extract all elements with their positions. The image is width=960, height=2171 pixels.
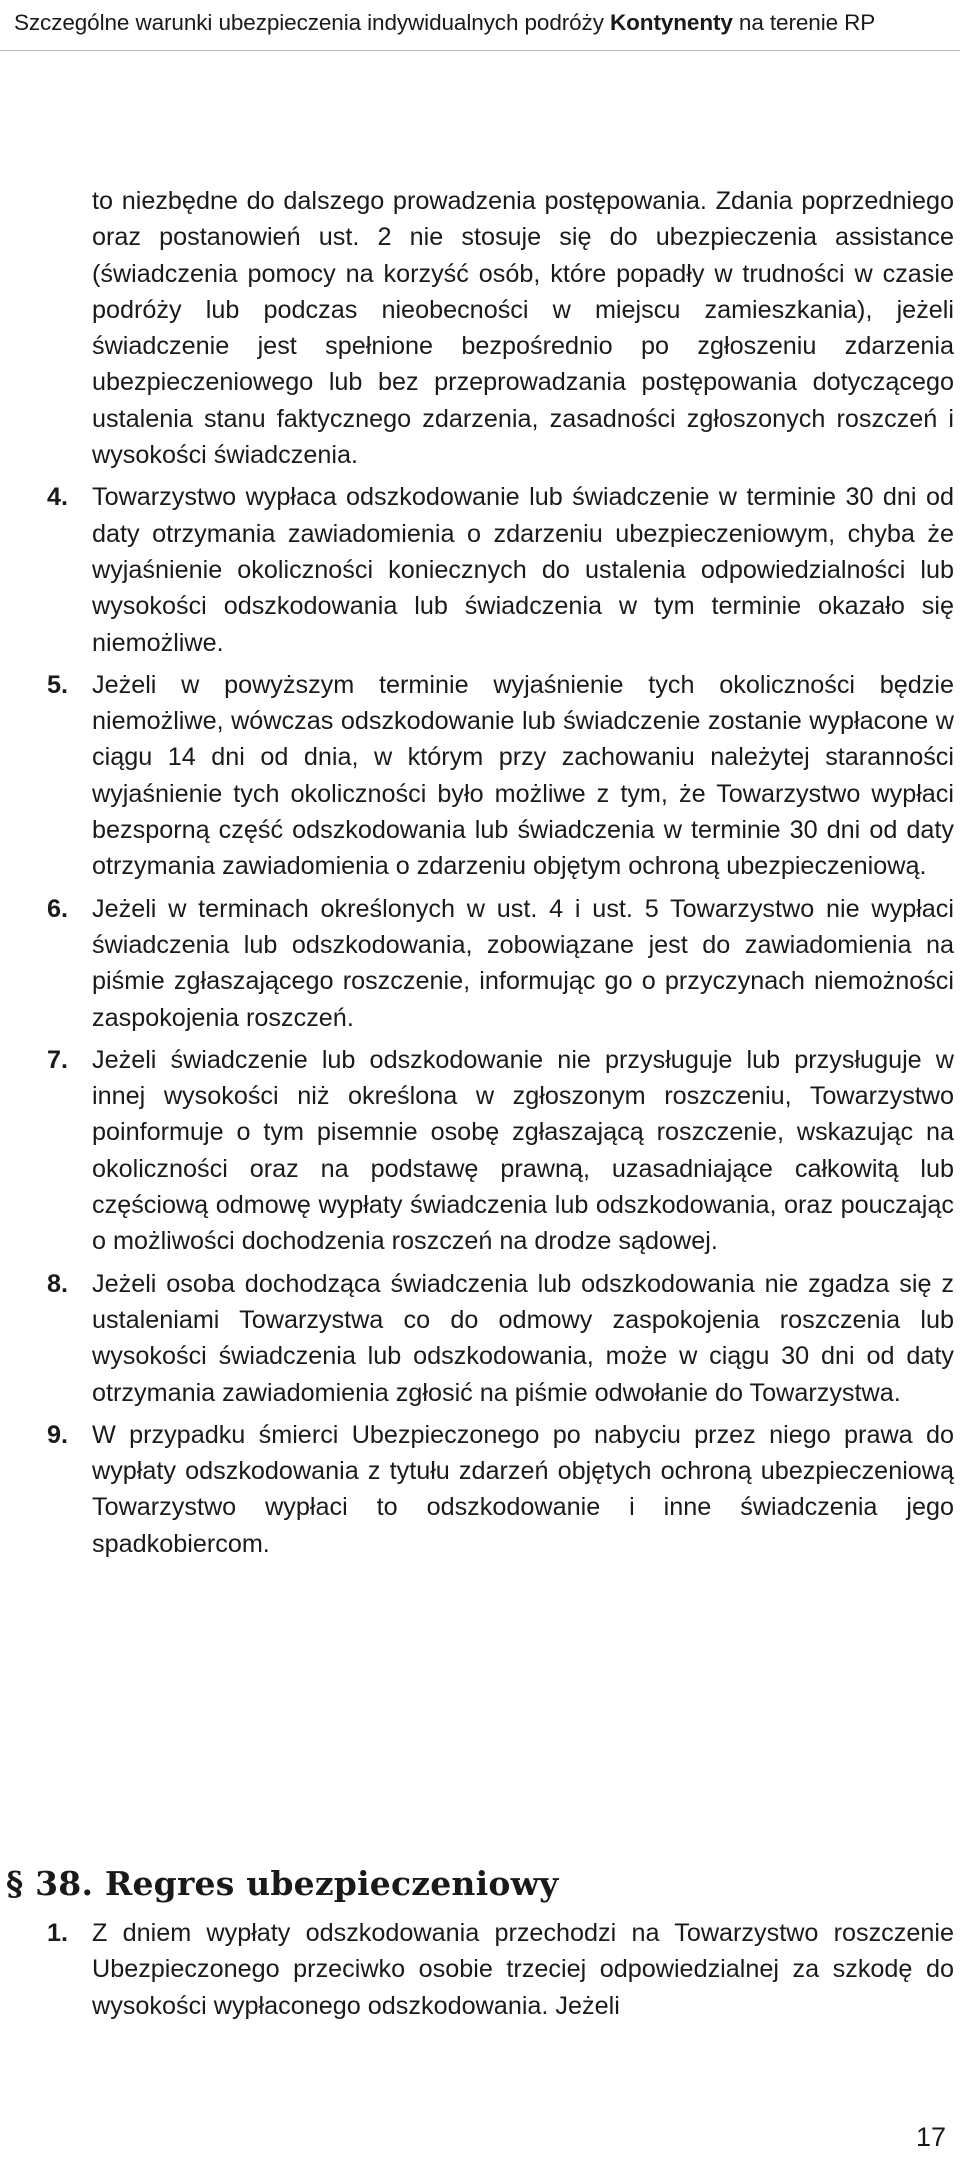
- header-title-product: Kontynenty: [610, 10, 733, 35]
- list-item: [47, 1042, 954, 1260]
- item-number: 4.: [47, 483, 69, 512]
- item-number: 7.: [47, 1045, 69, 1074]
- item-text: Towarzystwo wypłaca odszkodowanie lub świadczenie w terminie 30 dni od daty otrzymania zawiadomienia o zdarzeniu ubezpieczeniowym, chyba że wyjaśnienie okoliczności koniecznych do ustalenia odpowiedzialności lub wysokości odszkodowania lub świadczenia w tym terminie okazało się niemożliwe.: [92, 483, 954, 657]
- document-body: [47, 183, 954, 1568]
- item-text: Jeżeli świadczenie lub odszkodowanie nie przysługuje lub przysługuje w innej wysokości niż określona w zgłoszonym roszczeniu, Towarzystwo poinformuje o tym pisemnie osobę zgłaszającą roszczenie, wskazując na okoliczności oraz na podstawę prawną, uzasadniające całkowitą lub częściową odmowę wypłaty świadczenia lub odszkodowania, oraz pouczając o możliwości dochodzenia roszczeń na drodze sądowej.: [92, 1045, 954, 1256]
- list-item: [47, 1417, 954, 1562]
- item-number: 6.: [47, 894, 69, 923]
- header-title-prefix: Szczególne warunki ubezpieczenia indywidualnych podróży: [14, 10, 611, 35]
- item-text: Jeżeli osoba dochodząca świadczenia lub odszkodowania nie zgadza się z ustaleniami Towarzystwa co do odmowy zaspokojenia roszczenia lub wysokości świadczenia lub odszkodowania, może w ciągu 30 dni od daty otrzymania zawiadomienia zgłosić na piśmie odwołanie do Towarzystwa.: [92, 1269, 954, 1407]
- section-body: [47, 1915, 954, 2024]
- item-number: 5.: [47, 670, 69, 699]
- item-text: W przypadku śmierci Ubezpieczonego po nabyciu przez niego prawa do wypłaty odszkodowania z tytułu zdarzeń objętych ochroną ubezpieczeniową Towarzystwo wypłaci to odszkodowanie i inne świadczenia jego spadkobiercom.: [92, 1420, 954, 1558]
- item-number: 8.: [47, 1269, 69, 1298]
- continuation-paragraph: to niezbędne do dalszego prowadzenia postępowania. Zdania poprzedniego oraz postanowień ust. 2 nie stosuje się do ubezpieczenia assistance (świadczenia pomocy na korzyść osób, które popadły w trudności w czasie podróży lub podczas nieobecności w miejscu zamieszkania), jeżeli świadczenie jest spełnione bezpośrednio po zgłoszeniu zdarzenia ubezpieczeniowego lub bez przeprowadzania postępowania dotyczącego ustalenia stanu faktycznego zdarzenia, zasadności zgłoszonych roszczeń i wysokości świadczenia.: [92, 187, 954, 470]
- item-number: 9.: [47, 1420, 69, 1449]
- header-title-suffix: na terenie RP: [732, 10, 876, 35]
- numbered-list: [47, 479, 954, 1562]
- list-item: [47, 479, 954, 660]
- list-item: [47, 1915, 954, 2024]
- list-item: [47, 891, 954, 1036]
- list-item: [47, 667, 954, 885]
- list-item: [47, 1266, 954, 1411]
- section-heading: § 38. Regres ubezpieczeniowy: [6, 1864, 559, 1903]
- item-text: Z dniem wypłaty odszkodowania przechodzi na Towarzystwo roszczenie Ubezpieczonego przeciwko osobie trzeciej odpowiedzialnej za szkodę do wysokości wypłaconego odszkodowania. Jeżeli: [92, 1919, 954, 2020]
- section-numbered-list: [47, 1915, 954, 2024]
- item-text: Jeżeli w powyższym terminie wyjaśnienie tych okoliczności będzie niemożliwe, wówczas odszkodowanie lub świadczenie zostanie wypłacone w ciągu 14 dni od dnia, w którym przy zachowaniu należytej staranności wyjaśnienie tych okoliczności było możliwe z tym, że Towarzystwo wypłaci bezsporną część odszkodowania lub świadczenia w terminie 30 dni od daty otrzymania zawiadomienia o zdarzeniu objętym ochroną ubezpieczeniową.: [92, 670, 954, 881]
- running-header: [14, 8, 946, 38]
- item-number: 1.: [47, 1919, 69, 1947]
- header-divider: [0, 50, 960, 51]
- item-text: Jeżeli w terminach określonych w ust. 4 i ust. 5 Towarzystwo nie wypłaci świadczenia lub odszkodowania, zobowiązane jest do zawiadomienia na piśmie zgłaszającego roszczenie, informując go o przyczynach niemożności zaspokojenia roszczeń.: [92, 894, 954, 1032]
- page-number: 17: [915, 2122, 946, 2152]
